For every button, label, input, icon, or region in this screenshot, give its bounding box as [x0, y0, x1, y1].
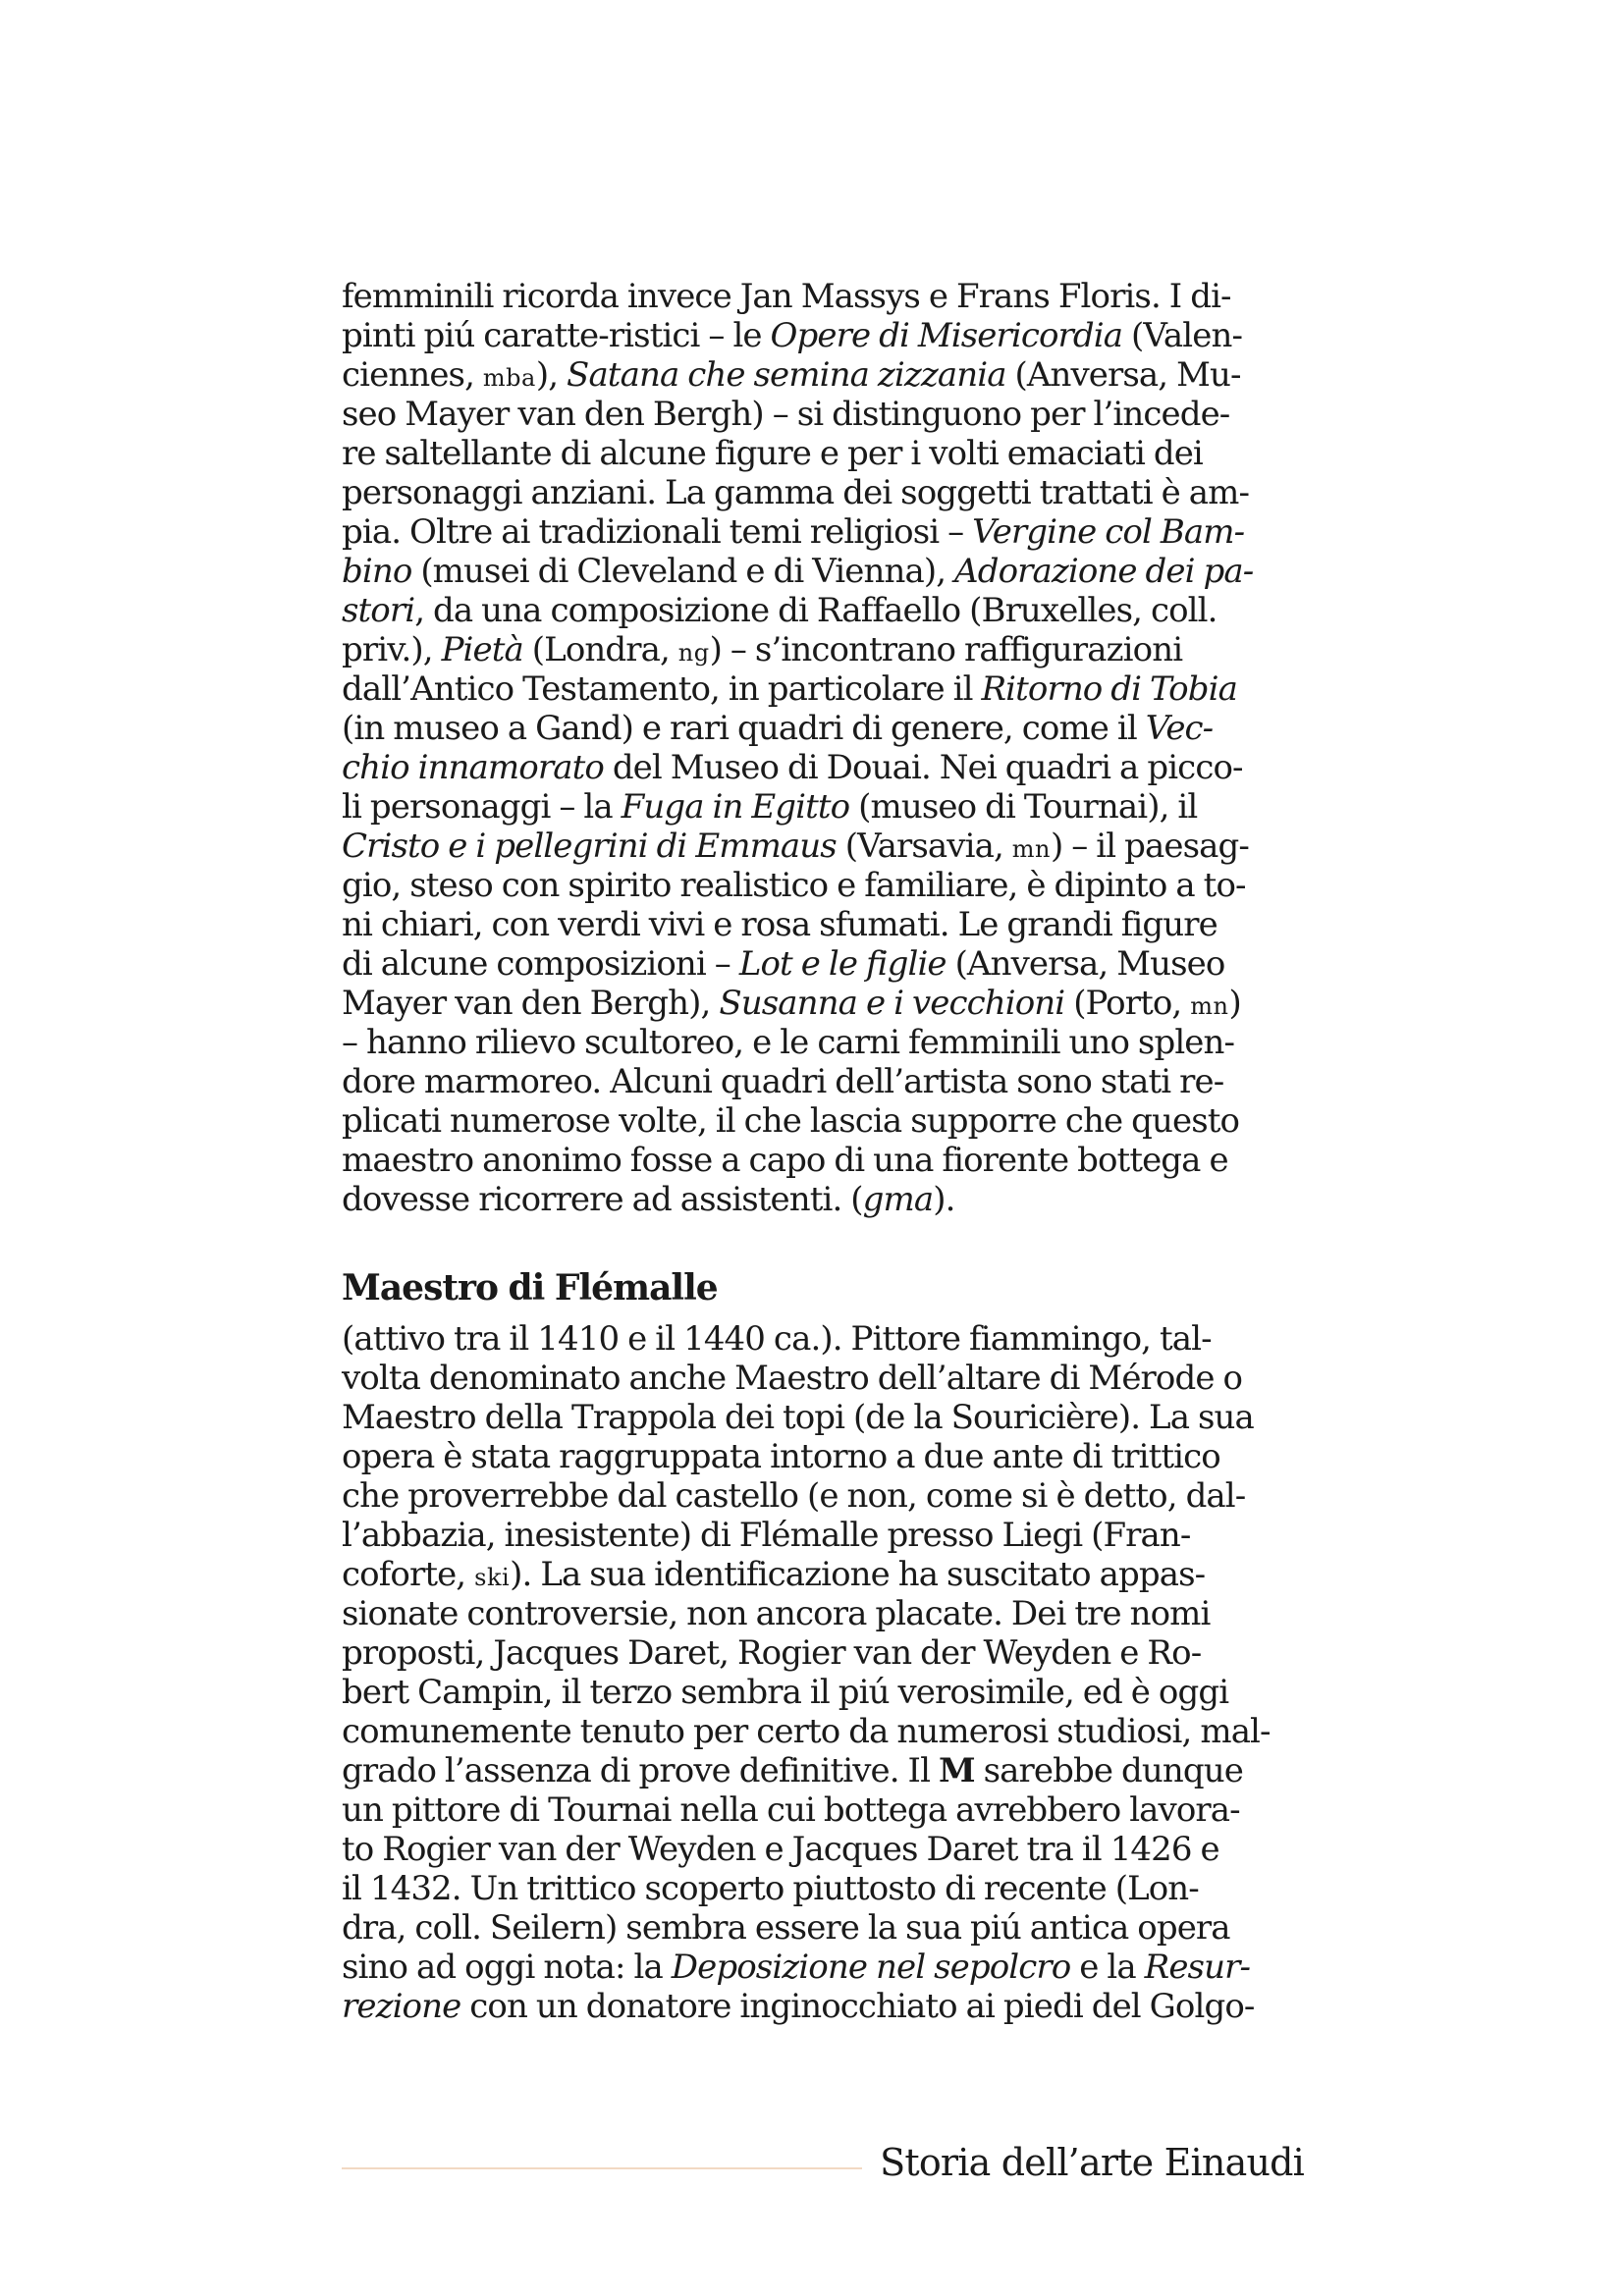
- text-line: coforte, ski). La sua identificazione ha suscitato appas-: [342, 1555, 1206, 1594]
- museum-abbreviation: ng: [677, 639, 710, 667]
- text-line: bert Campin, il terzo sembra il piú verosimile, ed è oggi: [342, 1673, 1229, 1712]
- text-line: opera è stata raggruppata intorno a due ante di trittico: [342, 1437, 1220, 1476]
- artwork-title: Satana che semina zizzania: [567, 355, 1006, 395]
- artwork-title: Adorazione dei pa-: [954, 552, 1254, 591]
- artwork-title: Opere di Misericordia: [770, 316, 1123, 355]
- text-line: personaggi anziani. La gamma dei soggetti trattati è am-: [342, 473, 1250, 512]
- artwork-title: Cristo e i pellegrini di Emmaus: [342, 827, 837, 866]
- text-line: dore marmoreo. Alcuni quadri dell’artista sono stati re-: [342, 1062, 1224, 1101]
- text-line: dall’Antico Testamento, in particolare il Ritorno di Tobia: [342, 669, 1237, 709]
- museum-abbreviation: mn: [1190, 992, 1229, 1020]
- author-initials: gma: [862, 1180, 934, 1219]
- artwork-title: stori: [342, 591, 415, 630]
- artwork-title: Susanna e i vecchioni: [719, 984, 1065, 1023]
- text-line: comunemente tenuto per certo da numerosi studiosi, mal-: [342, 1712, 1271, 1751]
- text-line: Mayer van den Bergh), Susanna e i vecchioni (Porto, mn): [342, 984, 1241, 1023]
- entry-abbreviation: M: [938, 1751, 975, 1790]
- footer-divider: [342, 2167, 862, 2169]
- text-line: un pittore di Tournai nella cui bottega avrebbero lavora-: [342, 1790, 1240, 1830]
- text-line: proposti, Jacques Daret, Rogier van der Weyden e Ro-: [342, 1633, 1202, 1673]
- text-line: pinti piú caratte-ristici – le Opere di Misericordia (Valen-: [342, 316, 1243, 355]
- museum-abbreviation: ski: [474, 1564, 511, 1591]
- artwork-title: bino: [342, 552, 412, 591]
- artwork-title: Vec-: [1145, 709, 1214, 748]
- text-line: re saltellante di alcune figure e per i volti emaciati dei: [342, 434, 1203, 473]
- text-line: femminili ricorda invece Jan Massys e Frans Floris. I di-: [342, 277, 1231, 316]
- artwork-title: Vergine col Bam-: [972, 512, 1245, 552]
- artwork-title: Resur-: [1144, 1948, 1251, 1987]
- artwork-title: Deposizione nel sepolcro: [671, 1948, 1071, 1987]
- text-line: di alcune composizioni – Lot e le figlie (Anversa, Museo: [342, 944, 1225, 984]
- text-line: – hanno rilievo scultoreo, e le carni femminili uno splen-: [342, 1023, 1235, 1062]
- text-line: il 1432. Un trittico scoperto piuttosto di recente (Lon-: [342, 1869, 1199, 1908]
- text-line: maestro anonimo fosse a capo di una fiorente bottega e: [342, 1141, 1228, 1180]
- artwork-title: Pietà: [441, 630, 523, 669]
- text-line: chio innamorato del Museo di Douai. Nei quadri a picco-: [342, 748, 1243, 787]
- text-line: (in museo a Gand) e rari quadri di genere, come il Vec-: [342, 709, 1214, 748]
- entry-heading: Maestro di Flémalle: [342, 1267, 718, 1308]
- text-line: gio, steso con spirito realistico e familiare, è dipinto a to-: [342, 866, 1246, 905]
- artwork-title: chio innamorato: [342, 748, 604, 787]
- text-line: ni chiari, con verdi vivi e rosa sfumati. Le grandi figure: [342, 905, 1217, 944]
- text-line: plicati numerose volte, il che lascia supporre che questo: [342, 1101, 1240, 1141]
- text-line: (attivo tra il 1410 e il 1440 ca.). Pittore fiammingo, tal-: [342, 1319, 1212, 1359]
- text-line: pia. Oltre ai tradizionali temi religiosi – Vergine col Bam-: [342, 512, 1245, 552]
- museum-abbreviation: mn: [1011, 835, 1051, 863]
- text-line: dovesse ricorrere ad assistenti. (gma).: [342, 1180, 955, 1219]
- page-footer: [342, 2138, 1304, 2187]
- text-line: l’abbazia, inesistente) di Flémalle presso Liegi (Fran-: [342, 1516, 1191, 1555]
- text-line: dra, coll. Seilern) sembra essere la sua piú antica opera: [342, 1908, 1230, 1948]
- text-line: stori, da una composizione di Raffaello (Bruxelles, coll.: [342, 591, 1217, 630]
- text-line: rezione con un donatore inginocchiato ai piedi del Golgo-: [342, 1987, 1255, 2026]
- article-body-paragraph: [342, 277, 1304, 1219]
- text-line: priv.), Pietà (Londra, ng) – s’incontrano raffigurazioni: [342, 630, 1183, 669]
- text-line: che proverrebbe dal castello (e non, come si è detto, dal-: [342, 1476, 1246, 1516]
- text-line: grado l’assenza di prove definitive. Il M sarebbe dunque: [342, 1751, 1243, 1790]
- text-line: ciennes, mba), Satana che semina zizzania (Anversa, Mu-: [342, 355, 1241, 395]
- text-line: Cristo e i pellegrini di Emmaus (Varsavia, mn) – il paesag-: [342, 827, 1249, 866]
- text-line: sionate controversie, non ancora placate. Dei tre nomi: [342, 1594, 1211, 1633]
- artwork-title: rezione: [342, 1987, 461, 2026]
- text-line: Maestro della Trappola dei topi (de la Souricière). La sua: [342, 1398, 1254, 1437]
- text-line: to Rogier van der Weyden e Jacques Daret tra il 1426 e: [342, 1830, 1219, 1869]
- artwork-title: Fuga in Egitto: [621, 787, 850, 827]
- artwork-title: Ritorno di Tobia: [981, 669, 1237, 709]
- publication-title: Storia dell’arte Einaudi: [880, 2141, 1304, 2184]
- museum-abbreviation: mba: [482, 364, 536, 392]
- artwork-title: Lot e le figlie: [738, 944, 947, 984]
- text-line: sino ad oggi nota: la Deposizione nel sepolcro e la Resur-: [342, 1948, 1251, 1987]
- text-line: seo Mayer van den Bergh) – si distinguono per l’incede-: [342, 395, 1230, 434]
- text-line: li personaggi – la Fuga in Egitto (museo di Tournai), il: [342, 787, 1198, 827]
- text-line: volta denominato anche Maestro dell’altare di Mérode o: [342, 1359, 1243, 1398]
- entry-section: [342, 1266, 1304, 2026]
- text-line: bino (musei di Cleveland e di Vienna), Adorazione dei pa-: [342, 552, 1254, 591]
